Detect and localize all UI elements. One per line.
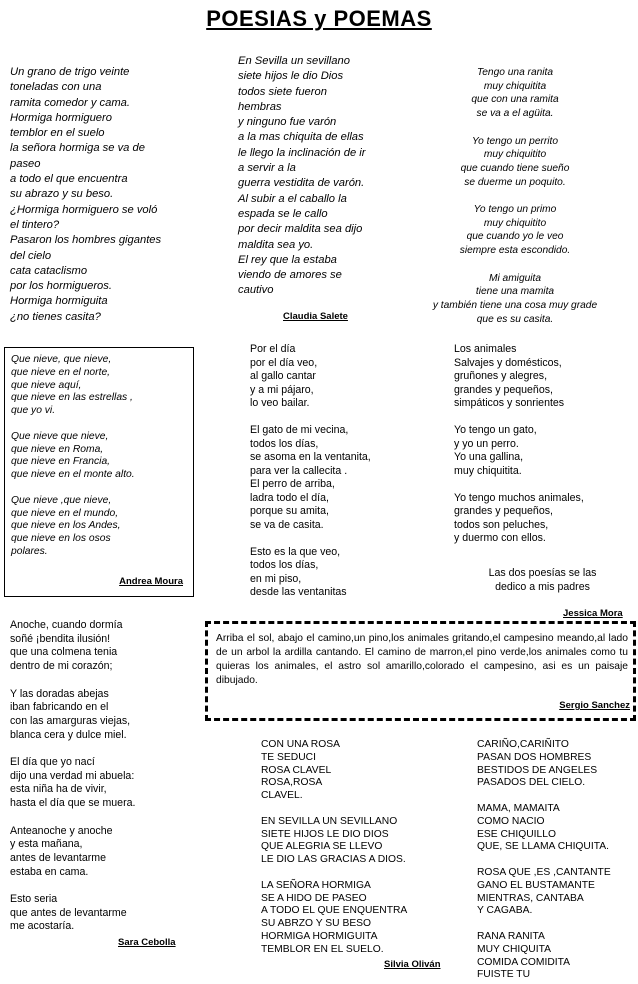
- poem-con-una-rosa: CON UNA ROSA TE SEDUCI ROSA CLAVEL ROSA,ROSA CLAVEL. EN SEVILLA UN SEVILLANO SIETE HIJOS LE DIO DIOS QUE ALEGRIA SE LLEVO LE DIO LAS GRACIAS A DIOS. LA SEÑORA HORMIGA SE A HIDO DE PASEO A TODO EL QUE ENQUENTRA SU ABRZO Y SU BESO HORMIGA HORMIGUITA TEMBLOR EN EL SUELO.: [261, 739, 408, 955]
- poem-ranita: Tengo una ranita muy chiquitita que con una ramita se va a el agüita. Yo tengo un perrito muy chiquitito que cuando tiene sueño se duerme un poquito. Yo tengo un primo muy chiquitito que cuando yo le veo siempre esta escondido. Mi amiguita tiene una mamita y también tiene una cosa muy grade que es su casita.: [432, 67, 598, 325]
- author-sara-cebolla: Sara Cebolla: [118, 937, 176, 948]
- poem-animales: Los animales Salvajes y domésticos, gruñones y alegres, grandes y pequeños, simpáticos y sonrientes Yo tengo un gato, y yo un perro. Yo una gallina, muy chiquitita. Yo tengo muchos animales, grandes y pequeños, todos son peluches, y duermo con ellos.: [454, 343, 584, 544]
- poem-anoche: Anoche, cuando dormía soñé ¡bendita ilusión! que una colmena tenia dentro de mi corazón; Y las doradas abejas iban fabricando en el con las amarguras viejas, blanca cera y dulce miel. El día que yo nací dijo una verdad mi abuela: esta niña ha de vivir, hasta el día que se muera. Anteanoche y anoche y esta mañana, antes de levantarme estaba en cama. Esto seria que antes de levantarme me acostaría.: [10, 619, 136, 933]
- dedication: Las dos poesías se las dedico a mis padres: [488, 567, 597, 593]
- poem-grano-de-trigo: Un grano de trigo veinte toneladas con una ramita comedor y cama. Hormiga hormiguero temblor en el suelo la señora hormiga se va de paseo a todo el que encuentra su abrazo y su beso. ¿Hormiga hormiguero se voló el tintero? Pasaron los hombres gigantes del cielo cata cataclismo por los hormigueros. Hormiga hormiguita ¿no tienes casita?: [10, 66, 162, 323]
- page-title: POESIAS y POEMAS: [206, 6, 432, 31]
- author-jessica-mora: Jessica Mora: [563, 608, 623, 619]
- poem-arriba: Arriba el sol, abajo el camino,un pino,los animales gritando,el campesino meando,al lado de un arbol la ardilla cantando. El camino de marron,el pino verde,los animales como tu quieras los animales, el astro sol amarillo,colorado el campesino, asi es un paisaje dibujado.: [216, 633, 628, 686]
- poem-arriba-box: [205, 621, 636, 721]
- poem-gato: Por el día por el día veo, al gallo cantar y a mi pájaro, lo veo bailar. El gato de mi vecina, todos los días, se asoma en la ventanita, para ver la callecita . El perro de arriba, ladra todo el día, porque su amita, se va de casita. Esto es la que veo, todos los días, en mi piso, desde las ventanitas: [250, 343, 371, 598]
- poem-nieve: Que nieve, que nieve, que nieve en el norte, que nieve aquí, que nieve en las estrellas , que yo vi. Que nieve que nieve, que nieve en Roma, que nieve en Francia, que nieve en el monte alto. Que nieve ,que nieve, que nieve en el mundo, que nieve en los Andes, que nieve en los osos polares.: [11, 354, 135, 557]
- author-sergio-sanchez: Sergio Sanchez: [559, 700, 630, 711]
- author-claudia-salete: Claudia Salete: [283, 311, 348, 322]
- poem-nieve-box: [4, 347, 194, 597]
- poem-carino: CARIÑO,CARIÑITO PASAN DOS HOMBRES BESTIDOS DE ANGELES PASADOS DEL CIELO. MAMA, MAMAITA COMO NACIO ESE CHIQUILLO QUE, SE LLAMA CHIQUITA. ROSA QUE ,ES ,CANTANTE GANO EL BUSTAMANTE MIENTRAS, CANTABA Y CAGABA. RANA RANITA MUY CHIQUITA COMIDA COMIDITA FUISTE TU: [477, 739, 611, 981]
- poem-sevilla: En Sevilla un sevillano siete hijos le dio Dios todos siete fueron hembras y ninguno fue varón a la mas chiquita de ellas le llego la inclinación de ir a servir a la guerra vestidita de varón. Al subir a el caballo la espada se le callo por decir maldita sea dijo maldita sea yo. El rey que la estaba viendo de amores se cautivo: [238, 55, 366, 297]
- author-andrea-moura: Andrea Moura: [119, 576, 183, 587]
- author-silvia-olivan: Silvia Oliván: [384, 959, 441, 970]
